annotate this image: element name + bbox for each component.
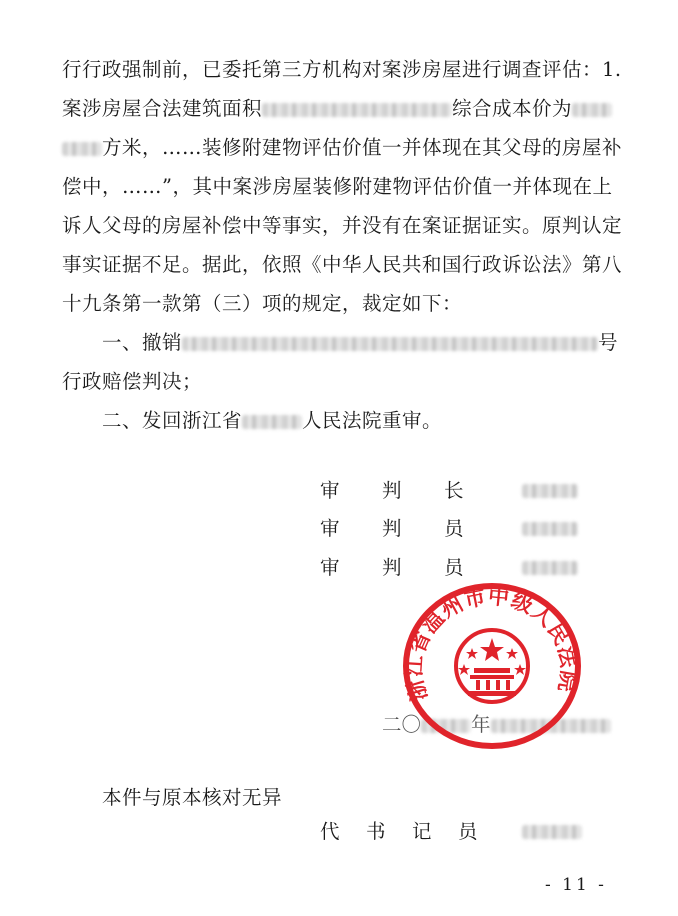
- clerk-char: 记: [412, 820, 432, 843]
- redacted-area: [262, 103, 452, 117]
- clerk-char: 书: [366, 820, 386, 843]
- date-start: 二〇: [382, 713, 422, 736]
- body-line-4: 偿中，……”，其中案涉房屋装修附建物评估价值一并体现在上: [62, 175, 613, 198]
- sig-char: 审: [320, 479, 340, 502]
- body-line-6: 事实证据不足。据此，依照《中华人民共和国行政诉讼法》第八: [62, 253, 623, 276]
- seal-icon: [398, 580, 586, 752]
- clerk-char: 员: [458, 820, 478, 843]
- sig-char: 员: [444, 517, 464, 540]
- body-line-2-end: 综合成本价为: [452, 97, 573, 120]
- sig-char: 判: [382, 479, 402, 502]
- clerk-char: 代: [320, 820, 340, 843]
- ruling-item-1-start: 一、撤销: [102, 331, 183, 354]
- ruling-item-1-end: 号: [598, 331, 619, 354]
- body-line-2: [62, 97, 612, 121]
- ruling-item-2-start: 二、发回浙江省: [102, 409, 243, 432]
- ruling-item-2: [102, 409, 442, 433]
- clerk-signature: [320, 820, 504, 844]
- body-line-5: 诉人父母的房屋补偿中等事实，并没有在案证据证实。原判认定: [62, 214, 623, 237]
- ruling-item-1: [102, 331, 618, 355]
- sig-char: 审: [320, 556, 340, 579]
- body-line-7: 十九条第一款第（三）项的规定，裁定如下：: [62, 292, 463, 315]
- page-number: - 11 -: [545, 875, 607, 895]
- sig-char: 审: [320, 517, 340, 540]
- redacted-court: [242, 415, 302, 429]
- verification-note: 本件与原本核对无异: [102, 786, 283, 809]
- redacted-name-3: [522, 561, 578, 575]
- redacted-name-2: [522, 522, 578, 536]
- redacted-case-number: [182, 337, 598, 351]
- court-seal: [398, 580, 586, 752]
- redacted-name-1: [522, 484, 578, 498]
- redacted-clerk-name: [522, 825, 582, 839]
- sig-char: 判: [382, 517, 402, 540]
- body-line-1: 行行政强制前，已委托第三方机构对案涉房屋进行调查评估：1.: [62, 58, 622, 81]
- body-line-3: [62, 136, 622, 160]
- redacted-price: [572, 103, 612, 117]
- ruling-item-2-end: 人民法院重审。: [302, 409, 443, 432]
- sig-char: 判: [382, 556, 402, 579]
- signature-chief-judge: [320, 479, 506, 503]
- seal-text: 浙江省温州市中级人民法院: [401, 584, 582, 704]
- signature-judge-2: [320, 556, 506, 580]
- date-tail: 年: [471, 713, 491, 736]
- signature-judge-1: [320, 517, 506, 541]
- redacted-number: [62, 142, 102, 156]
- sig-char: 员: [444, 556, 464, 579]
- body-line-2-start: 案涉房屋合法建筑面积: [62, 97, 263, 120]
- body-line-3-text: 方米，……装修附建物评估价值一并体现在其父母的房屋补: [102, 136, 623, 159]
- ruling-item-1-cont: 行政赔偿判决；: [62, 370, 203, 393]
- sig-char: 长: [444, 479, 464, 502]
